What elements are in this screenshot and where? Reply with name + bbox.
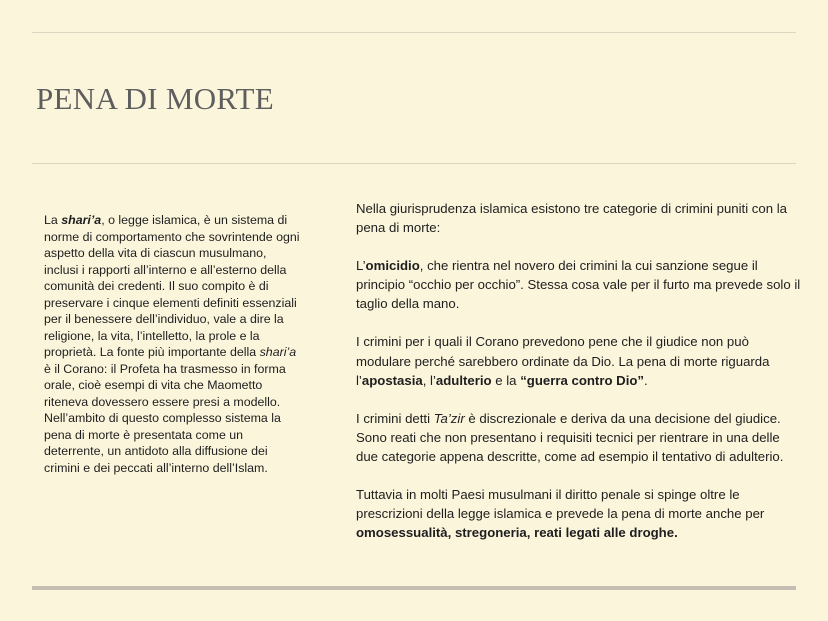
text-segment: L’ — [356, 258, 366, 274]
apostasy-term: apostasia — [361, 372, 423, 388]
text-segment: , che rientra nel novero dei crimini la cui sanzione segue il principio “occhio per occhio”. Stessa cosa vale per il furto ma prevede solo il taglio della mano. — [356, 258, 801, 312]
text-segment: La — [44, 213, 62, 227]
adultery-term: adulterio — [435, 372, 492, 388]
text-segment: . — [644, 372, 648, 388]
sharia-paragraph — [44, 212, 301, 476]
other-crimes-list: omosessualità, stregoneria, reati legati alle droghe. — [356, 525, 678, 541]
homicide-term: omicidio — [365, 258, 420, 274]
tazir-term: Ta’zir — [433, 410, 465, 426]
left-text-block — [44, 212, 301, 476]
right-text-block — [356, 199, 804, 542]
bottom-bar — [32, 586, 796, 590]
text-segment: Tuttavia in molti Paesi musulmani il diritto penale si spinge oltre le prescrizioni della legge islamica e prevede la pena di morte anche per — [356, 487, 765, 522]
sharia-term: shari’a — [259, 345, 297, 359]
homicide-paragraph — [356, 256, 804, 313]
war-against-god-term: “guerra contro Dio” — [520, 372, 645, 388]
sharia-term: shari’a — [61, 213, 102, 227]
intro-paragraph: Nella giurisprudenza islamica esistono tre categorie di crimini puniti con la pena di morte: — [356, 201, 787, 236]
hudud-paragraph — [356, 332, 804, 389]
tazir-paragraph — [356, 409, 804, 466]
other-crimes-paragraph — [356, 485, 804, 542]
title-divider — [32, 163, 796, 164]
slide-title: PENA DI MORTE — [36, 81, 274, 116]
text-segment: e la — [491, 372, 521, 388]
text-segment: I crimini detti — [356, 410, 434, 426]
text-segment: è discrezionale e deriva da una decisione del giudice. Sono reati che non presentano i requisiti tecnici per rientrare in una delle due categorie appena descritte, come ad esempio il tentativo di adulterio. — [356, 410, 784, 464]
top-divider — [32, 32, 796, 33]
text-segment: , l’ — [422, 372, 436, 388]
text-segment: , o legge islamica, è un sistema di norme di comportamento che sovrintende ogni aspetto della vita di ciascun musulmano, inclusi i rapporti all’interno e all’esterno della comunità dei credenti. Il suo compito è di preservare i cinque elementi definiti essenziali per il benessere dell’individuo, vale a dire la religione, la vita, l’intelletto, la prole e la proprietà. La fonte più importante della — [44, 213, 300, 359]
text-segment: è il Corano: il Profeta ha trasmesso in forma orale, cioè esempi di vita che Maometto riteneva dovessero essere presi a modello. Nell’ambito di questo complesso sistema la pena di morte è presentata come un deterrente, un antidoto alla diffusione dei crimini e dei peccati all’interno dell’Islam. — [44, 361, 286, 475]
text-segment: I crimini per i quali il Corano prevedono pene che il giudice non può modulare perché sarebbero ordinate da Dio. La pena di morte riguarda l’ — [356, 334, 770, 388]
